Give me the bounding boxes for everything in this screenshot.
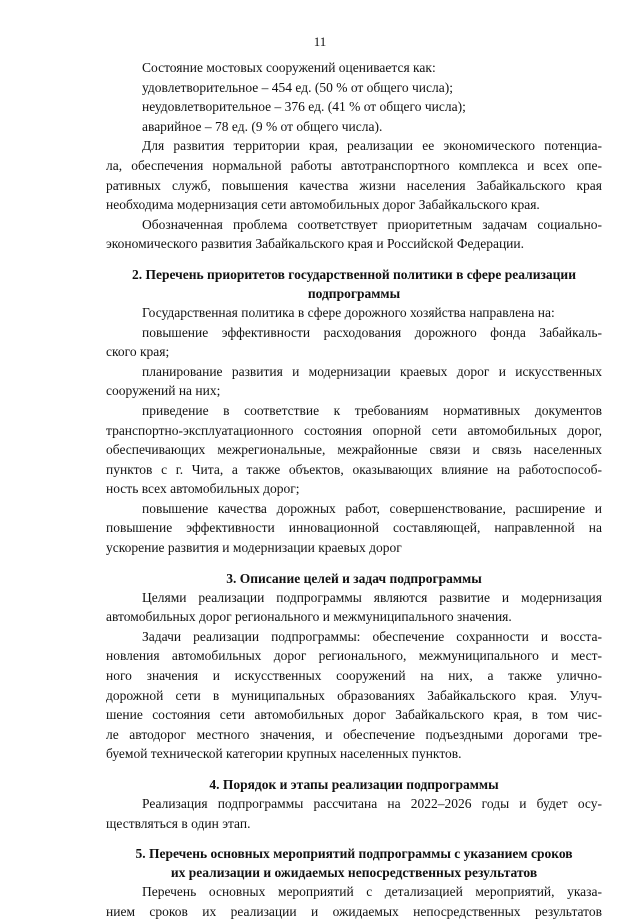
text-line: буемой технической категории крупных населенных пунктов. <box>106 746 462 762</box>
text-line: экономического развития Забайкальского края и Российской Федерации. <box>106 236 525 252</box>
text-line: шение состояния сети автомобильных дорог Забайкальского края, в том чис- <box>106 707 602 723</box>
section-3 <box>106 569 602 764</box>
text-line: ществляться в один этап. <box>106 815 251 831</box>
section-2-heading-line: 2. Перечень приоритетов государственной политики в сфере реализации <box>132 266 576 282</box>
text-line: автомобильных дорог регионального и межмуниципального значения. <box>106 609 512 625</box>
bridges-satisfactory: удовлетворительное – 454 ед. (50 % от общего числа); <box>142 79 453 95</box>
paragraph-development <box>106 136 602 214</box>
page-content <box>106 58 602 921</box>
bridges-intro: Состояние мостовых сооружений оценивается как: <box>142 60 436 75</box>
section-4-heading: 4. Порядок и этапы реализации подпрограммы <box>209 777 499 792</box>
list-item-line: пунктов с г. Чита, а также объектов, оказывающих влияние на работоспособ- <box>106 461 602 477</box>
text-line: Реализация подпрограммы рассчитана на 2022–2026 годы и будет осу- <box>142 796 602 811</box>
bridges-block <box>106 58 602 136</box>
text-line: Целями реализации подпрограммы являются развитие и модернизация <box>142 589 602 605</box>
text-line: Обозначенная проблема соответствует приоритетным задачам социально- <box>142 216 602 232</box>
list-item-line: сооружений на них; <box>106 383 221 399</box>
list-item-line: обеспечивающих межрегиональные, межрайонные связи и связь населенных <box>106 442 602 458</box>
bridges-emergency: аварийное – 78 ед. (9 % от общего числа). <box>142 118 383 134</box>
section-4 <box>106 775 602 833</box>
page-number: 11 <box>313 34 327 49</box>
list-item-line: повышение эффективности инновационной составляющей, направленной на <box>106 520 602 536</box>
list-item-line: повышение качества дорожных работ, совершенствование, расширение и <box>142 500 602 516</box>
text-line: нием сроков их реализации и ожидаемых непосредственных результатов <box>106 903 602 919</box>
paragraph-problem <box>106 215 602 254</box>
text-line: Перечень основных мероприятий с детализацией мероприятий, указа- <box>142 884 602 900</box>
text-line: ного значения и искусственных сооружений на них, а также улично- <box>106 668 602 684</box>
section-2 <box>106 265 602 558</box>
section-2-heading-line: подпрограммы <box>307 285 401 301</box>
text-line: новления автомобильных дорог регионального, межмуниципального и мест- <box>106 648 602 664</box>
list-item-line: ускорение развития и модернизации краевых дорог <box>106 540 402 556</box>
list-item-line: ность всех автомобильных дорог; <box>106 481 300 497</box>
text-line: Задачи реализации подпрограммы: обеспечение сохранности и восста- <box>142 628 602 644</box>
list-item-line: транспортно-эксплуатационного состояния опорной сети автомобильных дорог, <box>106 422 602 438</box>
text-line: необходима модернизация сети автомобильных дорог Забайкальского края. <box>106 197 540 213</box>
text-line: ративных служб, повышения качества жизни населения Забайкальского края <box>106 177 602 193</box>
text-line: Для развития территории края, реализации ее экономического потенциа- <box>142 138 602 154</box>
section-5 <box>106 844 602 921</box>
bridges-unsatisfactory: неудовлетворительное – 376 ед. (41 % от общего числа); <box>142 99 466 115</box>
section-3-heading: 3. Описание целей и задач подпрограммы <box>226 570 482 586</box>
list-item-line: планирование развития и модернизации краевых дорог и искусственных <box>142 363 602 379</box>
section-5-heading-line: 5. Перечень основных мероприятий подпрограммы с указанием сроков <box>135 846 573 862</box>
list-item-line: приведение в соответствие к требованиям нормативных документов <box>142 402 602 418</box>
section-5-heading-line: их реализации и ожидаемых непосредственных результатов <box>170 865 538 881</box>
text-line: ла, обеспечения нормальной работы автотранспортного комплекса и всех опе- <box>106 157 602 173</box>
list-item-line: ского края; <box>106 344 170 360</box>
section-2-intro: Государственная политика в сфере дорожного хозяйства направлена на: <box>142 304 555 320</box>
text-line: ле автодорог местного значения, и обеспечение подъездными дорогами тре- <box>106 726 602 742</box>
list-item-line: повышение эффективности расходования дорожного фонда Забайкаль- <box>142 324 602 340</box>
text-line: дорожной сети в муниципальных образованиях Забайкальского края. Улуч- <box>106 687 602 703</box>
